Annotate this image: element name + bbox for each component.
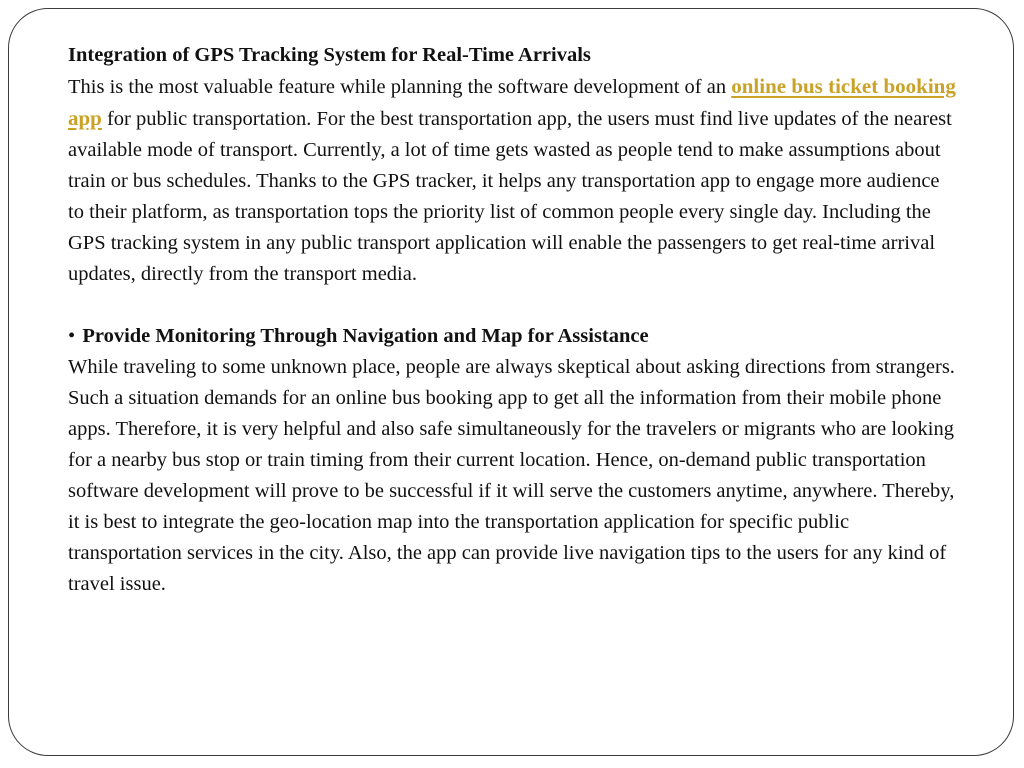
bullet-icon: • <box>68 325 76 347</box>
online-bus-ticket-booking-app-link[interactable]: online bus ticket booking app <box>68 74 956 130</box>
section-body-navigation: While traveling to some unknown place, people are always skeptical about asking directions from strangers. Such a situation demands for an online bus booking app to get all the information from their mobile phone apps. Therefore, it is very helpful and also safe simultaneously for the travelers or migrants who are looking for a nearby bus stop or train timing from their current location. Hence, on-demand public transportation software development will prove to be successful if it will serve the customers anytime, anywhere. Thereby, it is best to integrate the geo-location map into the transportation application for specific public transportation services in the city. Also, the app can provide live navigation tips to the users for any kind of travel issue. <box>68 356 955 595</box>
section-heading-navigation-text: Provide Monitoring Through Navigation and Map for Assistance <box>82 325 649 347</box>
section-spacer <box>68 290 960 321</box>
slide-content <box>68 40 960 600</box>
section-heading-navigation <box>68 321 960 352</box>
body-text-before-link: This is the most valuable feature while planning the software development of an <box>68 76 732 98</box>
section-body-gps <box>68 71 960 290</box>
body-text-after-link: for public transportation. For the best transportation app, the users must find live updates of the nearest available mode of transport. Currently, a lot of time gets wasted as people tend to make assumptions about train or bus schedules. Thanks to the GPS tracker, it helps any transportation app to engage more audience to their platform, as transportation tops the priority list of common people every single day. Including the GPS tracking system in any public transport application will enable the passengers to get real-time arrival updates, directly from the transport media. <box>68 108 952 285</box>
section-heading-gps: Integration of GPS Tracking System for Real-Time Arrivals <box>68 44 591 66</box>
